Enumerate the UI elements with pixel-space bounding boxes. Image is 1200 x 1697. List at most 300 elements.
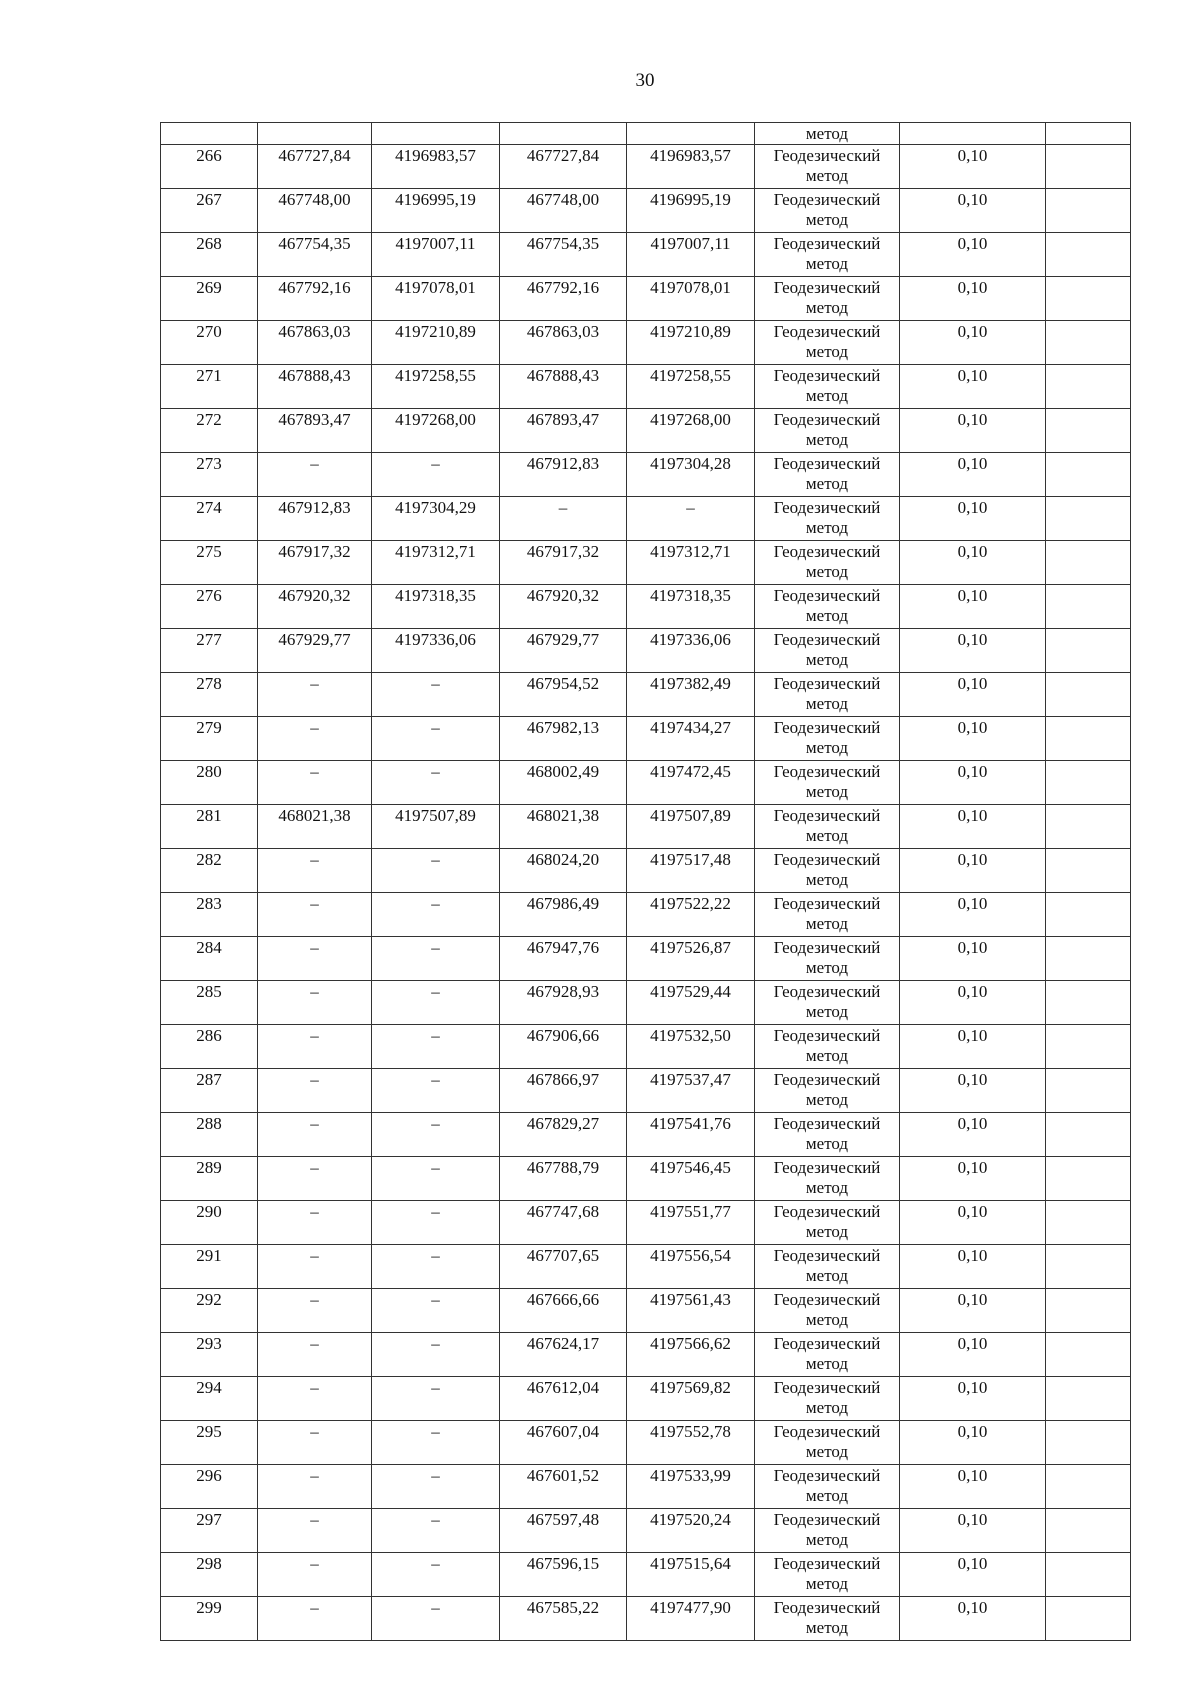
cell-method-continuation: метод: [755, 123, 900, 145]
cell-new-x: 467754,35: [500, 233, 627, 277]
cell-accuracy: 0,10: [900, 277, 1046, 321]
cell-method: [755, 233, 900, 277]
cell-new-x: 467866,97: [500, 1069, 627, 1113]
cell-existing-x: –: [258, 717, 372, 761]
cell-method: [755, 717, 900, 761]
cell-existing-y: 4197507,89: [372, 805, 500, 849]
method-line-1: Геодезический: [773, 1202, 881, 1221]
cell-new-y: 4197268,00: [627, 409, 755, 453]
cell-accuracy: 0,10: [900, 717, 1046, 761]
cell-note: [1046, 321, 1131, 365]
method-line-2: метод: [805, 606, 849, 625]
cell-existing-y: –: [372, 893, 500, 937]
cell-existing-y: –: [372, 1289, 500, 1333]
cell-existing-y: –: [372, 1025, 500, 1069]
cell-point-number: 286: [161, 1025, 258, 1069]
cell-method: [755, 1245, 900, 1289]
cell-note: [1046, 761, 1131, 805]
coordinates-table: [160, 122, 1131, 1641]
method-line-1: Геодезический: [773, 322, 881, 341]
method-line-2: метод: [805, 1178, 849, 1197]
cell-point-number: 284: [161, 937, 258, 981]
cell-note: [1046, 805, 1131, 849]
method-line-1: Геодезический: [773, 1290, 881, 1309]
cell-accuracy: 0,10: [900, 365, 1046, 409]
cell-note: [1046, 1465, 1131, 1509]
cell-new-x: 467893,47: [500, 409, 627, 453]
table-row: [161, 145, 1131, 189]
cell-point-number: 297: [161, 1509, 258, 1553]
table-row: [161, 541, 1131, 585]
method-line-2: метод: [805, 1442, 849, 1461]
cell-new-x: 467585,22: [500, 1597, 627, 1641]
cell-accuracy: 0,10: [900, 1245, 1046, 1289]
cell-note: [1046, 629, 1131, 673]
cell-method: [755, 1157, 900, 1201]
cell-method: [755, 1333, 900, 1377]
table-row: [161, 321, 1131, 365]
cell-method: [755, 1025, 900, 1069]
cell-point-number: 280: [161, 761, 258, 805]
table-row: [161, 849, 1131, 893]
table-row: [161, 805, 1131, 849]
cell-method: [755, 629, 900, 673]
method-line-2: метод: [805, 562, 849, 581]
cell-new-y: 4197434,27: [627, 717, 755, 761]
cell-point-number: 296: [161, 1465, 258, 1509]
cell-note: [1046, 497, 1131, 541]
cell-point-number: 281: [161, 805, 258, 849]
method-line-1: Геодезический: [773, 1114, 881, 1133]
cell-accuracy: 0,10: [900, 1553, 1046, 1597]
method-line-1: Геодезический: [773, 1246, 881, 1265]
cell-note: [1046, 717, 1131, 761]
cell-accuracy: 0,10: [900, 849, 1046, 893]
cell-existing-y: –: [372, 981, 500, 1025]
method-line-1: Геодезический: [773, 630, 881, 649]
cell-accuracy: 0,10: [900, 233, 1046, 277]
cell-existing-x: –: [258, 893, 372, 937]
table-row: [161, 277, 1131, 321]
table-row: [161, 1377, 1131, 1421]
cell-point-number: 299: [161, 1597, 258, 1641]
method-line-1: Геодезический: [773, 1598, 881, 1617]
cell-new-y: 4196983,57: [627, 145, 755, 189]
cell-point-number: 272: [161, 409, 258, 453]
cell-note: [1046, 1333, 1131, 1377]
cell-note: [1046, 233, 1131, 277]
cell-new-x: 467601,52: [500, 1465, 627, 1509]
cell-point-number: 268: [161, 233, 258, 277]
cell-new-y: 4197318,35: [627, 585, 755, 629]
table-row: [161, 1025, 1131, 1069]
method-line-2: метод: [805, 1486, 849, 1505]
cell-new-y: 4197533,99: [627, 1465, 755, 1509]
cell-new-x: 467727,84: [500, 145, 627, 189]
table-row: [161, 1421, 1131, 1465]
table-row: [161, 1201, 1131, 1245]
cell-existing-x: –: [258, 981, 372, 1025]
cell-new-x: 467917,32: [500, 541, 627, 585]
cell-new-x: 467707,65: [500, 1245, 627, 1289]
cell-method: [755, 1465, 900, 1509]
cell-new-y: 4197526,87: [627, 937, 755, 981]
table-row: [161, 1157, 1131, 1201]
cell-note: [1046, 1553, 1131, 1597]
cell-method: [755, 1597, 900, 1641]
table-row: [161, 1597, 1131, 1641]
method-line-2: метод: [805, 1002, 849, 1021]
cell-existing-x: 467917,32: [258, 541, 372, 585]
cell-note: [1046, 849, 1131, 893]
table-row: [161, 1069, 1131, 1113]
cell-existing-y: –: [372, 849, 500, 893]
cell-new-x: –: [500, 497, 627, 541]
cell-new-x: 467788,79: [500, 1157, 627, 1201]
cell-note: [1046, 1025, 1131, 1069]
method-line-2: метод: [805, 518, 849, 537]
cell-note: [1046, 1509, 1131, 1553]
cell-method: [755, 937, 900, 981]
cell-method: [755, 1113, 900, 1157]
cell-point-number: 293: [161, 1333, 258, 1377]
cell-method: [755, 1509, 900, 1553]
method-line-2: метод: [805, 914, 849, 933]
cell-new-y: –: [627, 497, 755, 541]
cell-method: [755, 1421, 900, 1465]
cell-existing-x: –: [258, 673, 372, 717]
table-row: [161, 981, 1131, 1025]
method-line-1: Геодезический: [773, 234, 881, 253]
method-line-2: метод: [805, 650, 849, 669]
method-line-2: метод: [805, 342, 849, 361]
cell-point-number: 269: [161, 277, 258, 321]
table-row: [161, 497, 1131, 541]
cell-accuracy: 0,10: [900, 1025, 1046, 1069]
cell-existing-x: –: [258, 937, 372, 981]
cell-new-y: 4197258,55: [627, 365, 755, 409]
method-line-2: метод: [805, 1618, 849, 1637]
table-row: [161, 1465, 1131, 1509]
method-line-2: метод: [805, 386, 849, 405]
cell-point-number: 277: [161, 629, 258, 673]
cell-point-number: 292: [161, 1289, 258, 1333]
cell-method: [755, 1553, 900, 1597]
cell-new-x: 467982,13: [500, 717, 627, 761]
cell-point-number: 274: [161, 497, 258, 541]
cell-existing-y: –: [372, 761, 500, 805]
cell-new-y: 4197517,48: [627, 849, 755, 893]
cell-new-y: 4197551,77: [627, 1201, 755, 1245]
table-row: [161, 1333, 1131, 1377]
cell-existing-y: 4197336,06: [372, 629, 500, 673]
cell-point-number: 290: [161, 1201, 258, 1245]
cell-existing-y: –: [372, 673, 500, 717]
cell-note: [1046, 1421, 1131, 1465]
cell-new-x: 467928,93: [500, 981, 627, 1025]
cell-method: [755, 145, 900, 189]
method-line-2: метод: [805, 1134, 849, 1153]
cell-method: [755, 1289, 900, 1333]
method-line-1: Геодезический: [773, 762, 881, 781]
cell-note: [1046, 453, 1131, 497]
cell-existing-y: –: [372, 1113, 500, 1157]
cell-method: [755, 453, 900, 497]
cell-note: [1046, 541, 1131, 585]
cell-existing-y: 4197078,01: [372, 277, 500, 321]
cell-point-number: 279: [161, 717, 258, 761]
table-row: [161, 893, 1131, 937]
method-line-2: метод: [805, 210, 849, 229]
method-line-1: Геодезический: [773, 1026, 881, 1045]
method-line-1: Геодезический: [773, 674, 881, 693]
cell-note: [1046, 1201, 1131, 1245]
method-line-1: Геодезический: [773, 1510, 881, 1529]
method-line-1: Геодезический: [773, 1554, 881, 1573]
method-line-1: Геодезический: [773, 850, 881, 869]
cell-note: [1046, 145, 1131, 189]
table-row: [161, 365, 1131, 409]
cell-method: [755, 849, 900, 893]
cell-new-y: 4197520,24: [627, 1509, 755, 1553]
cell-method: [755, 585, 900, 629]
cell-new-y: 4197546,45: [627, 1157, 755, 1201]
cell-note: [1046, 937, 1131, 981]
cell-new-y: 4197007,11: [627, 233, 755, 277]
cell-point-number: 289: [161, 1157, 258, 1201]
cell-new-x: 467597,48: [500, 1509, 627, 1553]
method-line-2: метод: [805, 738, 849, 757]
cell-point-number: 283: [161, 893, 258, 937]
cell-existing-x: –: [258, 1157, 372, 1201]
cell-accuracy: 0,10: [900, 541, 1046, 585]
cell-existing-y: –: [372, 1333, 500, 1377]
cell-new-y: 4197522,22: [627, 893, 755, 937]
cell-point-number: 271: [161, 365, 258, 409]
cell-existing-x: 467754,35: [258, 233, 372, 277]
cell-method: [755, 189, 900, 233]
cell-existing-x: –: [258, 761, 372, 805]
method-line-2: метод: [805, 430, 849, 449]
method-line-1: Геодезический: [773, 146, 881, 165]
cell-method: [755, 321, 900, 365]
cell-new-y: 4197532,50: [627, 1025, 755, 1069]
cell-existing-y: 4197304,29: [372, 497, 500, 541]
cell-existing-x: 468021,38: [258, 805, 372, 849]
cell-point-number: 273: [161, 453, 258, 497]
cell-new-x: 467748,00: [500, 189, 627, 233]
method-line-1: Геодезический: [773, 1334, 881, 1353]
cell-method: [755, 541, 900, 585]
cell-point-number: 270: [161, 321, 258, 365]
cell-new-y: 4197382,49: [627, 673, 755, 717]
method-line-1: Геодезический: [773, 718, 881, 737]
cell-existing-x: 467748,00: [258, 189, 372, 233]
cell-existing-x: 467929,77: [258, 629, 372, 673]
cell-existing-x: –: [258, 1333, 372, 1377]
cell-note: [1046, 585, 1131, 629]
cell-existing-x: –: [258, 1597, 372, 1641]
cell-method: [755, 805, 900, 849]
cell-method: [755, 1069, 900, 1113]
method-line-2: метод: [805, 254, 849, 273]
cell-new-y: 4197537,47: [627, 1069, 755, 1113]
cell-accuracy: 0,10: [900, 937, 1046, 981]
cell-note: [1046, 1245, 1131, 1289]
cell-accuracy: 0,10: [900, 981, 1046, 1025]
cell-accuracy: 0,10: [900, 1597, 1046, 1641]
cell-new-x: 467607,04: [500, 1421, 627, 1465]
cell-existing-x: 467792,16: [258, 277, 372, 321]
cell-accuracy: 0,10: [900, 1201, 1046, 1245]
cell-existing-y: –: [372, 1421, 500, 1465]
cell-new-y: 4197515,64: [627, 1553, 755, 1597]
cell-new-y: 4197312,71: [627, 541, 755, 585]
table-row: [161, 1245, 1131, 1289]
method-line-2: метод: [805, 782, 849, 801]
cell-new-y: 4197472,45: [627, 761, 755, 805]
cell-point-number: 267: [161, 189, 258, 233]
cell-new-y: 4197507,89: [627, 805, 755, 849]
cell-existing-x: –: [258, 1553, 372, 1597]
cell-new-y: 4196995,19: [627, 189, 755, 233]
cell-existing-y: 4196983,57: [372, 145, 500, 189]
method-line-1: Геодезический: [773, 278, 881, 297]
cell-accuracy: 0,10: [900, 409, 1046, 453]
table-row: [161, 409, 1131, 453]
cell-existing-y: 4197312,71: [372, 541, 500, 585]
cell-note: [1046, 1113, 1131, 1157]
cell-method: [755, 365, 900, 409]
cell-new-y: 4197552,78: [627, 1421, 755, 1465]
cell-new-x: 467954,52: [500, 673, 627, 717]
cell-existing-x: –: [258, 1465, 372, 1509]
cell-empty: [627, 123, 755, 145]
cell-accuracy: 0,10: [900, 585, 1046, 629]
cell-note: [1046, 277, 1131, 321]
table-row: [161, 1553, 1131, 1597]
cell-new-x: 467863,03: [500, 321, 627, 365]
method-line-2: метод: [805, 1222, 849, 1241]
table-row: [161, 585, 1131, 629]
cell-new-x: 467929,77: [500, 629, 627, 673]
cell-existing-y: –: [372, 1245, 500, 1289]
cell-existing-y: –: [372, 1553, 500, 1597]
method-line-1: Геодезический: [773, 1422, 881, 1441]
cell-existing-x: 467920,32: [258, 585, 372, 629]
cell-new-y: 4197556,54: [627, 1245, 755, 1289]
method-line-1: Геодезический: [773, 982, 881, 1001]
method-line-1: Геодезический: [773, 498, 881, 517]
cell-method: [755, 409, 900, 453]
method-line-1: Геодезический: [773, 190, 881, 209]
cell-point-number: 298: [161, 1553, 258, 1597]
cell-existing-y: –: [372, 1069, 500, 1113]
cell-point-number: 294: [161, 1377, 258, 1421]
cell-existing-y: –: [372, 453, 500, 497]
cell-accuracy: 0,10: [900, 1509, 1046, 1553]
cell-new-y: 4197210,89: [627, 321, 755, 365]
cell-existing-y: –: [372, 1201, 500, 1245]
cell-existing-x: –: [258, 453, 372, 497]
cell-accuracy: 0,10: [900, 1289, 1046, 1333]
cell-method: [755, 497, 900, 541]
page-number: 30: [635, 70, 655, 91]
method-line-2: метод: [805, 958, 849, 977]
cell-existing-y: –: [372, 1157, 500, 1201]
cell-existing-x: –: [258, 1069, 372, 1113]
cell-existing-x: –: [258, 1377, 372, 1421]
cell-new-x: 467906,66: [500, 1025, 627, 1069]
cell-note: [1046, 673, 1131, 717]
cell-empty: [900, 123, 1046, 145]
method-line-2: метод: [805, 1530, 849, 1549]
table-row: [161, 937, 1131, 981]
cell-point-number: 278: [161, 673, 258, 717]
table-row: [161, 673, 1131, 717]
cell-new-x: 467947,76: [500, 937, 627, 981]
cell-new-x: 467912,83: [500, 453, 627, 497]
cell-existing-x: 467863,03: [258, 321, 372, 365]
cell-existing-x: 467912,83: [258, 497, 372, 541]
method-line-1: Геодезический: [773, 410, 881, 429]
cell-new-x: 468024,20: [500, 849, 627, 893]
cell-new-x: 467747,68: [500, 1201, 627, 1245]
cell-accuracy: 0,10: [900, 1377, 1046, 1421]
cell-new-y: 4197477,90: [627, 1597, 755, 1641]
cell-existing-x: –: [258, 1509, 372, 1553]
cell-accuracy: 0,10: [900, 1421, 1046, 1465]
cell-note: [1046, 1157, 1131, 1201]
cell-note: [1046, 1069, 1131, 1113]
table-row: [161, 189, 1131, 233]
method-line-2: метод: [805, 1574, 849, 1593]
table-row: [161, 629, 1131, 673]
cell-note: [1046, 365, 1131, 409]
table-row: [161, 1113, 1131, 1157]
cell-existing-x: –: [258, 1025, 372, 1069]
cell-new-x: 467666,66: [500, 1289, 627, 1333]
method-line-1: Геодезический: [773, 586, 881, 605]
method-line-1: Геодезический: [773, 1158, 881, 1177]
cell-accuracy: 0,10: [900, 805, 1046, 849]
cell-point-number: 291: [161, 1245, 258, 1289]
method-line-2: метод: [805, 694, 849, 713]
cell-empty: [161, 123, 258, 145]
table-row: [161, 1509, 1131, 1553]
method-line-1: Геодезический: [773, 806, 881, 825]
cell-point-number: 275: [161, 541, 258, 585]
cell-point-number: 295: [161, 1421, 258, 1465]
cell-accuracy: 0,10: [900, 1069, 1046, 1113]
cell-accuracy: 0,10: [900, 1113, 1046, 1157]
cell-new-y: 4197566,62: [627, 1333, 755, 1377]
cell-existing-x: 467727,84: [258, 145, 372, 189]
table-row: [161, 1289, 1131, 1333]
cell-existing-x: –: [258, 1113, 372, 1157]
cell-existing-y: –: [372, 1465, 500, 1509]
cell-existing-x: –: [258, 1201, 372, 1245]
cell-point-number: 285: [161, 981, 258, 1025]
cell-accuracy: 0,10: [900, 629, 1046, 673]
table-row: [161, 233, 1131, 277]
method-line-1: Геодезический: [773, 542, 881, 561]
cell-existing-y: 4197210,89: [372, 321, 500, 365]
cell-accuracy: 0,10: [900, 145, 1046, 189]
cell-existing-y: –: [372, 1509, 500, 1553]
table-body: [161, 123, 1131, 1641]
cell-new-y: 4197304,28: [627, 453, 755, 497]
